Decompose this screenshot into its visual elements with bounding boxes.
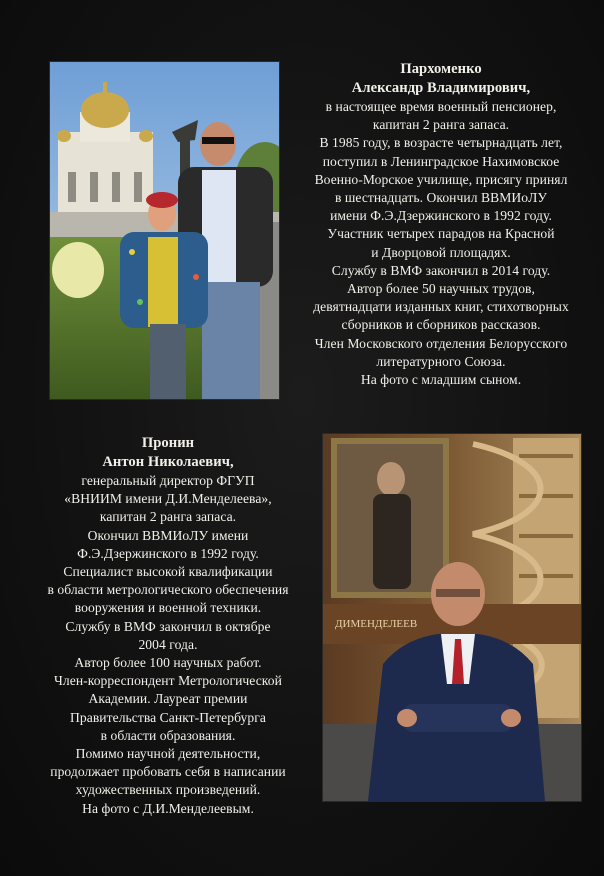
bio-line: Окончил ВВМИоЛУ имени	[87, 527, 249, 543]
bio-line: в шестнадцать. Окончил ВВМИоЛУ	[334, 190, 548, 206]
bio-line: имени Ф.Э.Дзержинского в 1992 году.	[330, 208, 552, 224]
bio-surname: Пронин	[141, 435, 195, 451]
bio-line: Службу в ВМФ закончил в октябре	[65, 618, 271, 634]
bio-line: в области метрологического обеспечения	[47, 582, 289, 598]
bio-line: Правительства Санкт-Петербурга	[70, 709, 266, 725]
bio-line: сборников и сборников рассказов.	[341, 317, 541, 333]
bio-line: и Дворцовой площадях.	[371, 244, 511, 260]
bio-surname: Пархоменко	[400, 61, 482, 77]
photo-with-mendeleev	[322, 433, 582, 802]
bio-line: литературного Союза.	[376, 353, 506, 369]
bio-line: Член-корреспондент Метрологической	[54, 673, 282, 689]
bio-line: «ВНИИМ имени Д.И.Менделеева»,	[64, 491, 272, 507]
bio-line: В 1985 году, в возрасте четырнадцать лет,	[319, 135, 563, 151]
bio-given-names: Александр Владимирович,	[351, 80, 531, 96]
bio-parkhomenko	[291, 60, 591, 389]
photo-father-and-son-image	[50, 62, 279, 399]
bio-line: вооружения и военной техники.	[74, 600, 262, 616]
bio-line: Автор более 100 научных работ.	[74, 655, 262, 671]
svg-text:ДИМЕНДЕЛЕЕВ: ДИМЕНДЕЛЕЕВ	[335, 618, 418, 630]
bio-line: На фото с Д.И.Менделеевым.	[82, 800, 254, 816]
bio-line: Член Московского отделения Белорусского	[314, 335, 568, 351]
bio-pronin	[20, 434, 316, 818]
bio-line: Ф.Э.Дзержинского в 1992 году.	[77, 545, 259, 561]
bio-line: На фото с младшим сыном.	[360, 372, 522, 388]
bio-line: художественных произведений.	[75, 782, 261, 798]
bio-line: поступил в Ленинградское Нахимовское	[322, 153, 560, 169]
bio-line: Участник четырех парадов на Красной	[327, 226, 555, 242]
bio-line: Специалист высокой квалификации	[63, 564, 273, 580]
bio-line: девятнадцати изданных книг, стихотворных	[313, 299, 569, 315]
photo-father-and-son	[49, 61, 280, 400]
photo-with-mendeleev-image	[323, 434, 581, 801]
bio-line: капитан 2 ранга запаса.	[99, 509, 237, 525]
bio-line: капитан 2 ранга запаса.	[372, 117, 510, 133]
bio-line: Службу в ВМФ закончил в 2014 году.	[331, 262, 551, 278]
bio-given-names: Антон Николаевич,	[102, 454, 234, 470]
bio-line: Помимо научной деятельности,	[75, 746, 261, 762]
bio-line: продолжает пробовать себя в написании	[50, 764, 286, 780]
bio-line: в настоящее время военный пенсионер,	[325, 99, 557, 114]
bio-line: Академии. Лауреат премии	[88, 691, 248, 707]
bio-line: 2004 года.	[138, 636, 198, 652]
bio-line: в области образования.	[100, 727, 236, 743]
bio-line: Автор более 50 научных трудов,	[347, 281, 535, 297]
bio-line: генеральный директор ФГУП	[81, 473, 255, 488]
bio-line: Военно-Морское училище, присягу принял	[314, 171, 568, 187]
